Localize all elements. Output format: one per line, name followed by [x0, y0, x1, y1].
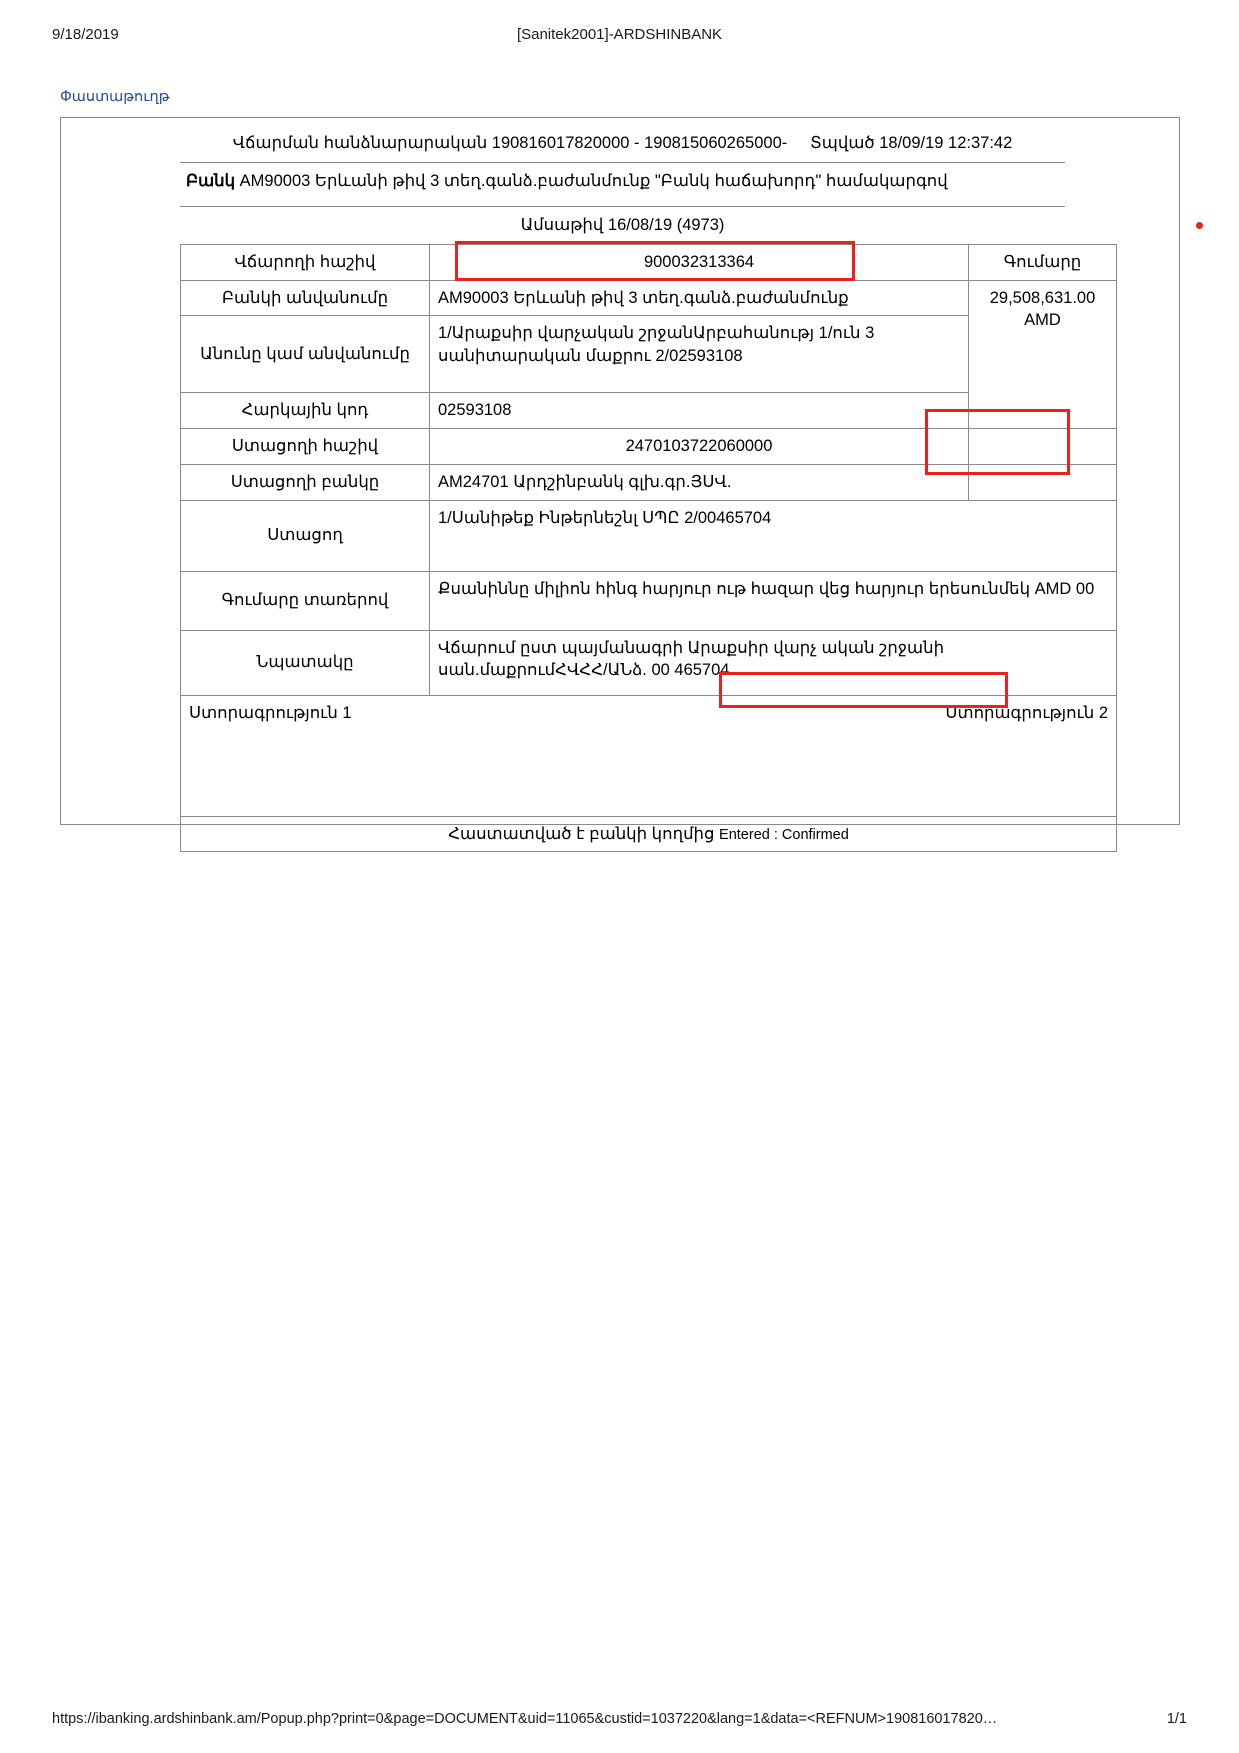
row-value: 900032313364	[430, 244, 969, 280]
print-url: https://ibanking.ardshinbank.am/Popup.php?print=0&page=DOCUMENT&uid=11065&custid=1037220&lang=1&data=<REFNUM>190816017820…	[52, 1711, 998, 1727]
table-row	[181, 630, 1117, 695]
row-value: 1/Արաքսիր վարչական շրջանԱրբահանությ 1/ուն 3 սանիտարական մաքրու 2/02593108	[430, 316, 969, 393]
row-value: Վճարում ըստ պայմանագրի Արաքսիր վարչ ական շրջանի սան.մաքրումՀՎՀՀ/ԱՆձ. 00 465704	[430, 630, 1117, 695]
signature-cell	[181, 695, 1117, 816]
payment-details-table	[180, 244, 1117, 853]
confirmation-text-hy: Հաստատված է բանկի կողմից	[448, 824, 715, 843]
row-value: AM90003 Երևանի թիվ 3 տեղ.գանձ.բաժանմունք	[430, 280, 969, 316]
signature-left-label: Ստորագրություն 1	[189, 703, 352, 722]
row-value: 1/Սանիթեք Ինթերնեշնլ ՍՊԸ 2/00465704	[430, 500, 1117, 571]
row-label: Ստացողի հաշիվ	[181, 429, 430, 465]
print-doc-title: [Sanitek2001]-ARDSHINBANK	[516, 26, 723, 43]
table-row	[181, 429, 1117, 465]
row-value: Քսանիննը միլիոն հինգ հարյուր ութ հազար վեց հարյուր երեսունմեկ AMD 00	[430, 571, 1117, 630]
confirmation-text-en: Entered : Confirmed	[719, 826, 849, 843]
row-value: 02593108	[430, 393, 969, 429]
bank-value: AM90003 Երևանի թիվ 3 տեղ.գանձ.բաժանմունք "Բանկ հաճախորդ" համակարգով	[239, 172, 948, 191]
signature-row	[181, 695, 1117, 816]
table-row	[181, 464, 1117, 500]
page-label: Փաստաթուղթ	[60, 89, 170, 105]
row-label: Նպատակը	[181, 630, 430, 695]
row-label: Հարկային կոդ	[181, 393, 430, 429]
document-printed-at: Տպված 18/09/19 12:37:42	[810, 134, 1013, 152]
amount-column-header: Գումարը	[969, 244, 1117, 280]
document-date-line: Ամսաթիվ 16/08/19 (4973)	[520, 215, 725, 234]
print-page-count: 1/1	[1166, 1711, 1187, 1727]
row-label: Վճարողի հաշիվ	[181, 244, 430, 280]
table-row	[181, 571, 1117, 630]
bank-line	[180, 163, 1065, 199]
print-header	[0, 26, 1239, 46]
row-value: AM24701 Արդշինբանկ գլխ.գր.ՅՍՎ.	[430, 464, 969, 500]
bank-label: Բանկ	[186, 172, 236, 191]
row-label: Անունը կամ անվանումը	[181, 316, 430, 393]
payment-order-document	[180, 126, 1108, 852]
confirmation-row	[181, 816, 1117, 852]
print-footer	[0, 1711, 1239, 1731]
table-row	[181, 280, 1117, 316]
document-reference: Վճարման հանձնարարական 190816017820000 - 190815060265000-	[232, 134, 788, 152]
document-reference-line	[180, 126, 1065, 156]
table-row	[181, 244, 1117, 280]
confirmation-cell	[181, 816, 1117, 852]
row-label: Բանկի անվանումը	[181, 280, 430, 316]
row-label: Գումարը տառերով	[181, 571, 430, 630]
signature-right-label: Ստորագրություն 2	[945, 703, 1108, 722]
row-label: Ստացող	[181, 500, 430, 571]
amount-cell-empty	[969, 464, 1117, 500]
table-row	[181, 500, 1117, 571]
amount-cell-empty	[969, 429, 1117, 465]
print-date: 9/18/2019	[52, 26, 119, 43]
row-value: 2470103722060000	[430, 429, 969, 465]
row-label: Ստացողի բանկը	[181, 464, 430, 500]
amount-value: 29,508,631.00 AMD	[969, 280, 1117, 429]
annotation-dot	[1196, 222, 1203, 229]
